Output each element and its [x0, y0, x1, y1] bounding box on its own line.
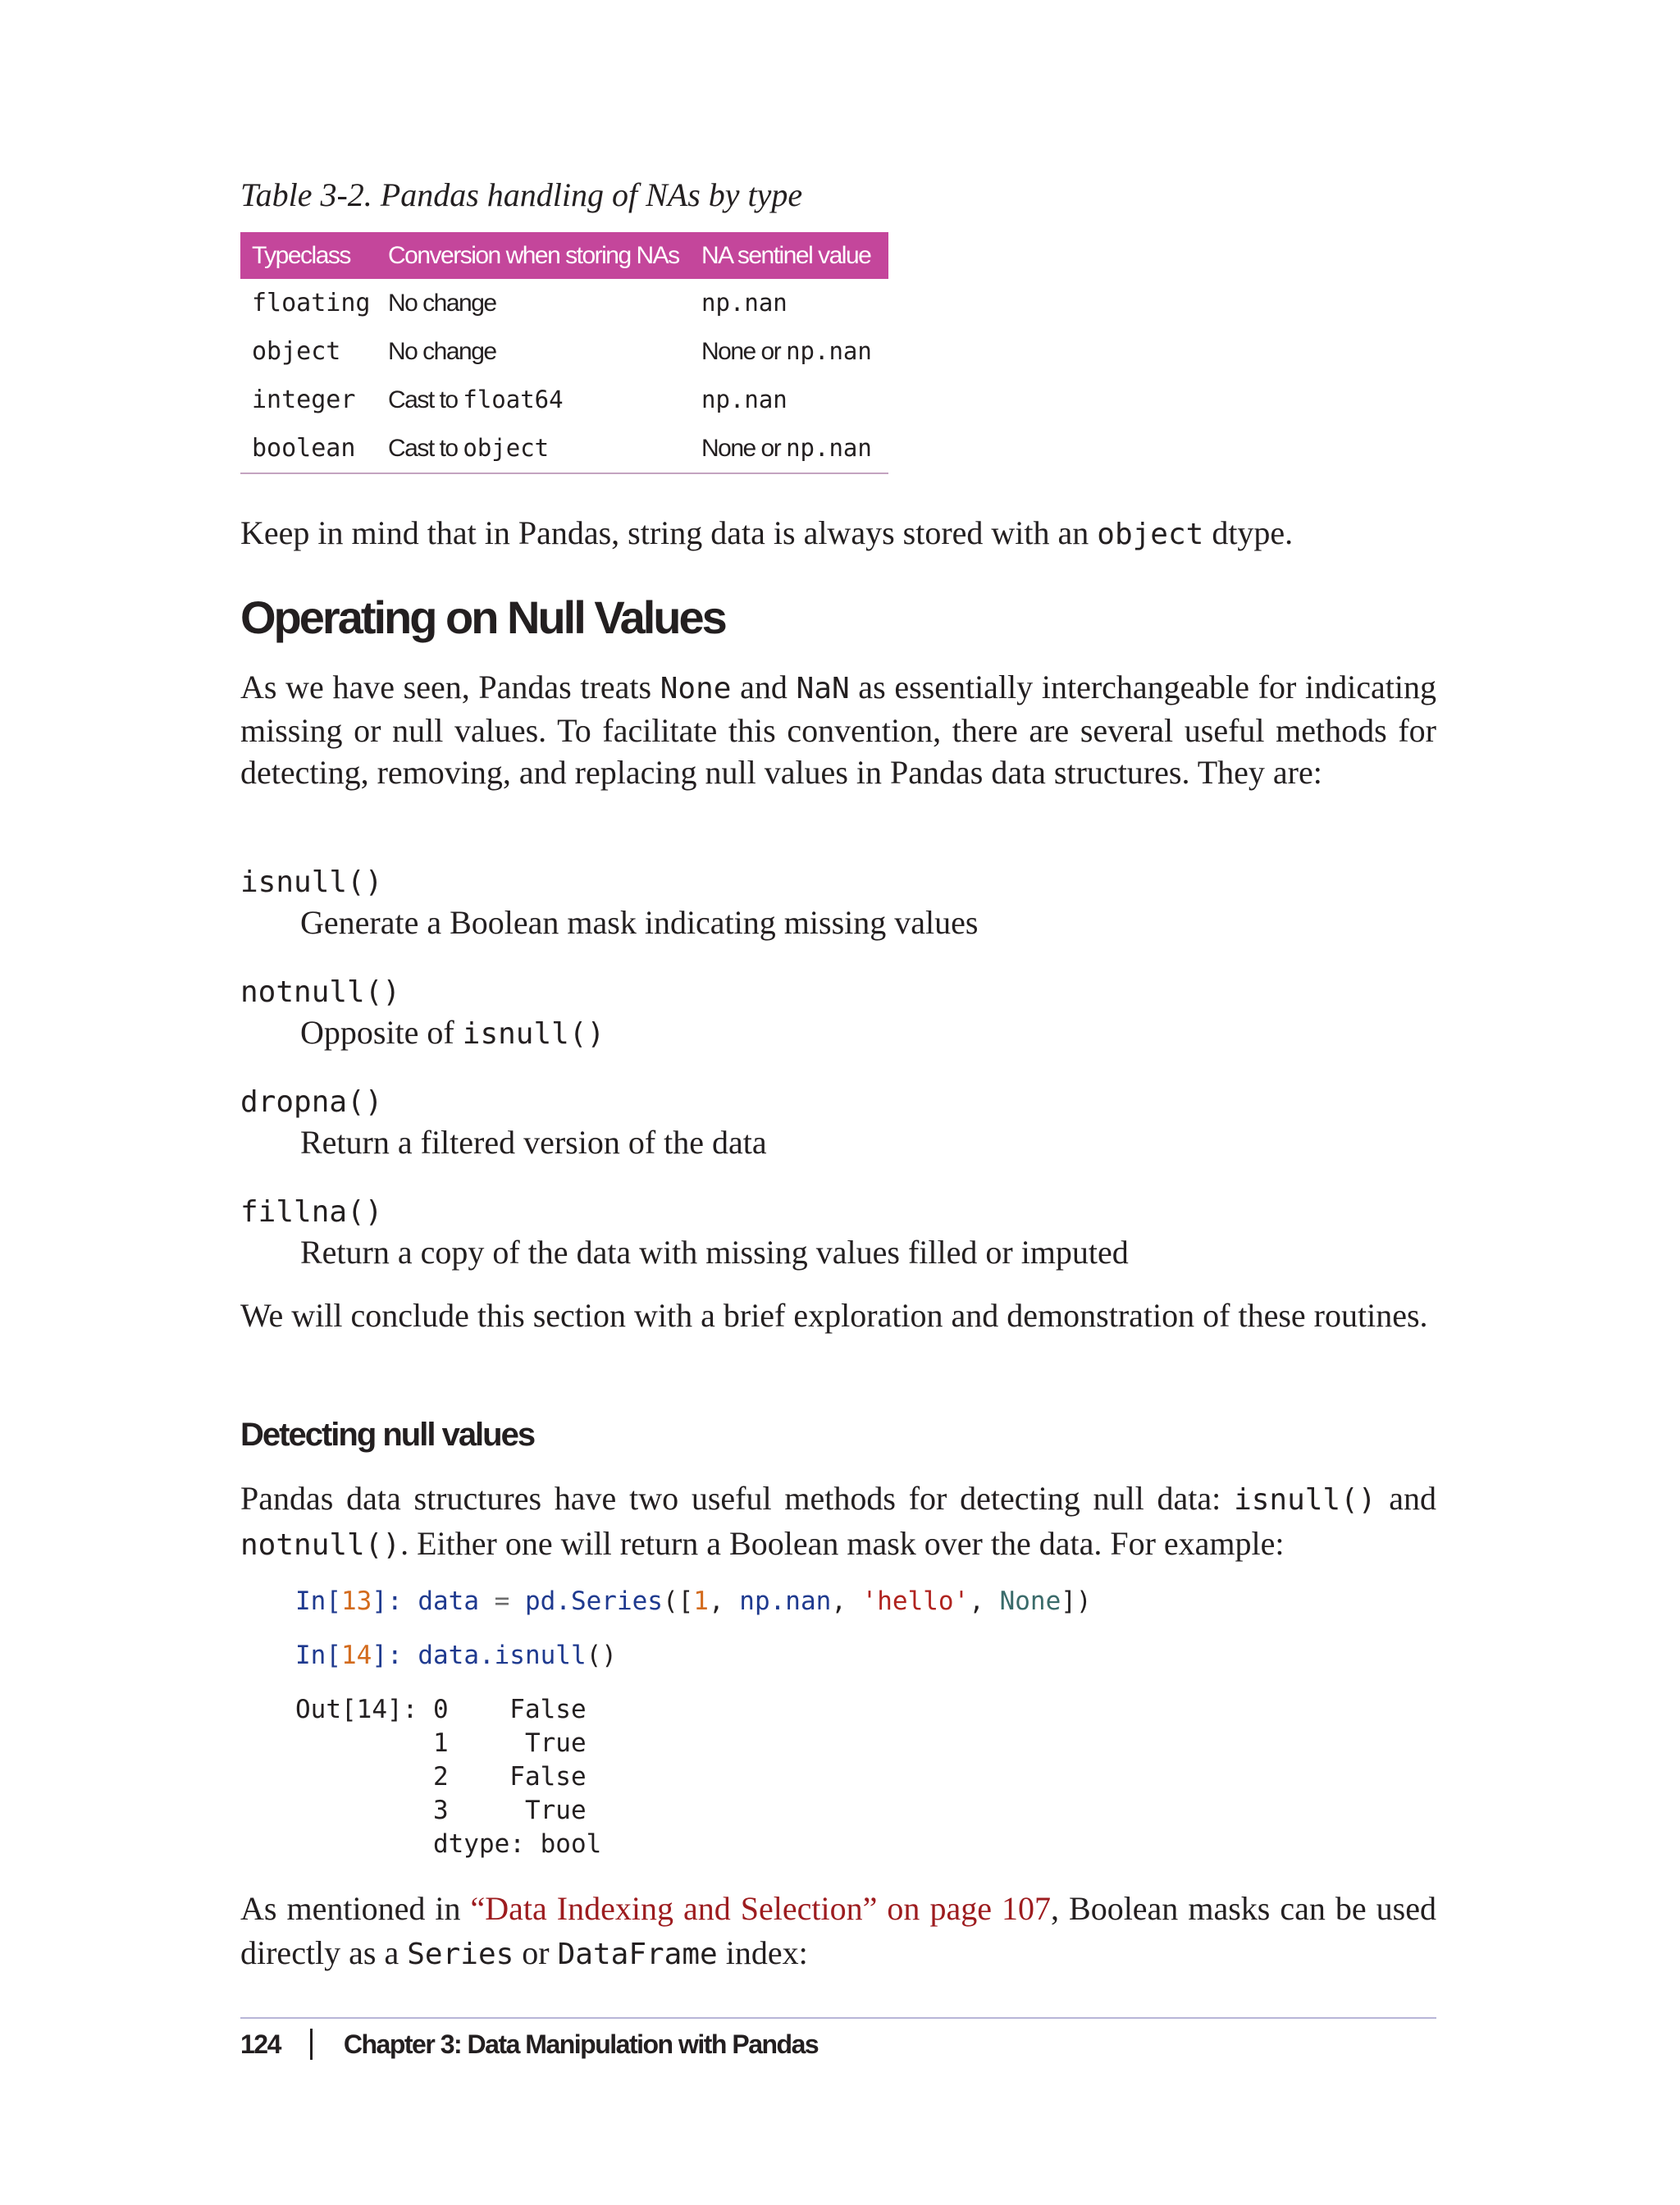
cell-sentinel-text: None or — [701, 435, 787, 462]
cross-reference-link[interactable]: “Data Indexing and Selection” on page 107 — [470, 1890, 1051, 1927]
cell-typeclass: floating — [252, 289, 371, 317]
code-number: 1 — [693, 1586, 709, 1616]
code-var: data — [418, 1586, 479, 1616]
code-string: 'hello' — [861, 1586, 970, 1616]
cell-conversion-text: No change — [388, 290, 496, 317]
definition-desc-code: isnull() — [462, 1017, 605, 1051]
intro-text-1: As we have seen, Pandas treats — [240, 669, 660, 705]
cell-sentinel — [690, 424, 888, 473]
definition-term: isnull() — [240, 865, 383, 899]
footer-rule — [240, 2017, 1436, 2019]
object-dtype-note — [240, 512, 1436, 555]
code-call: pd.Series — [524, 1586, 663, 1616]
code-prompt: In[ — [295, 1586, 341, 1616]
cell-sentinel — [690, 279, 888, 327]
cell-sentinel-code: np.nan — [786, 337, 872, 365]
header-typeclass: Typeclass — [240, 232, 377, 279]
section-heading: Operating on Null Values — [240, 591, 725, 643]
cell-conversion — [377, 327, 690, 376]
note-text-before: Keep in mind that in Pandas, string data is always stored with an — [240, 514, 1098, 551]
para-text-1: Pandas data structures have two useful methods for detecting null data: — [240, 1480, 1235, 1517]
closing-code-series: Series — [407, 1938, 514, 1971]
cell-sentinel-code: np.nan — [701, 386, 788, 413]
section-intro-paragraph — [240, 666, 1436, 793]
cell-conversion-code: object — [463, 434, 550, 462]
code-output-line: Out[14]: 0 False — [295, 1695, 587, 1724]
cell-sentinel-text: None or — [701, 338, 787, 365]
code-call: data.isnull — [418, 1641, 587, 1670]
para-code-notnull: notnull() — [240, 1528, 401, 1562]
closing-paragraph — [240, 1887, 1436, 1977]
header-conversion: Conversion when storing NAs — [377, 232, 690, 279]
definition-desc-text: Opposite of — [300, 1014, 463, 1051]
table-row — [240, 327, 888, 376]
table-row — [240, 279, 888, 327]
code-name: np.nan — [739, 1586, 832, 1616]
cell-sentinel — [690, 327, 888, 376]
definition-description — [300, 1012, 605, 1055]
intro-text-3: as essentially interchangeable for indicating missing or null values. To facilitate this convention, there are several useful methods for detecting, removing, and replacing null values in Pandas data structures. They are: — [240, 669, 1437, 791]
cell-conversion-text: Cast to — [388, 435, 463, 462]
closing-text-4: index: — [717, 1934, 808, 1971]
closing-text-1: As mentioned in — [240, 1890, 471, 1927]
note-text-after: dtype. — [1203, 514, 1294, 551]
table-header-row — [240, 232, 888, 279]
header-sentinel: NA sentinel value — [690, 232, 888, 279]
code-output-line: 2 False — [295, 1762, 587, 1792]
cell-conversion — [377, 424, 690, 473]
para-code-isnull: isnull() — [1234, 1483, 1376, 1517]
closing-text-2: , Boolean masks can be used directly as a — [240, 1890, 1437, 1971]
definition-term: fillna() — [240, 1195, 383, 1229]
cell-typeclass: integer — [252, 386, 356, 414]
code-punct: () — [586, 1641, 617, 1670]
para-text-3: . Either one will return a Boolean mask over the data. For example: — [400, 1525, 1285, 1562]
definition-desc-text: Generate a Boolean mask indicating missing values — [300, 904, 979, 941]
cell-conversion — [377, 376, 690, 424]
code-prompt-number: 14 — [341, 1641, 372, 1670]
table-row — [240, 376, 888, 424]
definition-description — [300, 1122, 767, 1165]
code-output-line: 1 True — [295, 1728, 587, 1758]
cell-sentinel — [690, 376, 888, 424]
code-punct: , — [831, 1586, 862, 1616]
section-conclusion-paragraph: We will conclude this section with a brief exploration and demonstration of these routines. — [240, 1297, 1428, 1334]
cell-conversion-text: Cast to — [388, 386, 463, 413]
definition-desc-text: Return a copy of the data with missing values filled or imputed — [300, 1234, 1129, 1271]
definition-term: dropna() — [240, 1085, 383, 1119]
code-line-in13 — [295, 1585, 1092, 1618]
code-prompt-close: ]: — [372, 1641, 418, 1670]
code-operator: = — [478, 1586, 525, 1616]
code-prompt-number: 13 — [341, 1586, 372, 1616]
cell-typeclass: boolean — [240, 424, 377, 473]
code-punct: ([ — [662, 1586, 694, 1616]
code-line-in14 — [295, 1639, 617, 1673]
closing-code-dataframe: DataFrame — [557, 1938, 718, 1971]
code-punct: , — [708, 1586, 740, 1616]
cell-typeclass: object — [252, 337, 341, 366]
closing-text-3: or — [514, 1934, 558, 1971]
cell-conversion-code: float64 — [463, 386, 564, 413]
intro-code-nan: NaN — [796, 672, 850, 705]
table-row — [240, 424, 888, 473]
intro-text-2: and — [731, 669, 797, 705]
chapter-title: Chapter 3: Data Manipulation with Pandas — [343, 2029, 819, 2059]
cell-sentinel-code: np.nan — [786, 434, 872, 462]
cell-sentinel-code: np.nan — [701, 289, 788, 317]
code-prompt: In[ — [295, 1641, 341, 1670]
table-caption: Table 3-2. Pandas handling of NAs by type — [240, 176, 803, 213]
cell-conversion — [377, 279, 690, 327]
intro-code-none: None — [660, 672, 732, 705]
code-none: None — [999, 1586, 1061, 1616]
cell-conversion-text: No change — [388, 338, 496, 365]
page-number: 124 — [240, 2029, 281, 2059]
code-punct: , — [969, 1586, 1000, 1616]
code-punct: ]) — [1061, 1586, 1092, 1616]
definition-description — [300, 1232, 1129, 1275]
definition-description — [300, 902, 978, 945]
subsection-heading: Detecting null values — [240, 1417, 535, 1453]
na-handling-table — [240, 232, 888, 474]
note-code: object — [1097, 518, 1204, 551]
code-output-line: 3 True — [295, 1796, 587, 1825]
code-output-line: dtype: bool — [295, 1829, 602, 1859]
para-text-2: and — [1376, 1480, 1436, 1517]
footer-separator — [310, 2029, 313, 2060]
subsection-paragraph — [240, 1477, 1436, 1567]
definition-term: notnull() — [240, 975, 401, 1009]
definition-desc-text: Return a filtered version of the data — [300, 1124, 767, 1161]
code-prompt-close: ]: — [372, 1586, 418, 1616]
page-footer — [240, 2026, 818, 2062]
